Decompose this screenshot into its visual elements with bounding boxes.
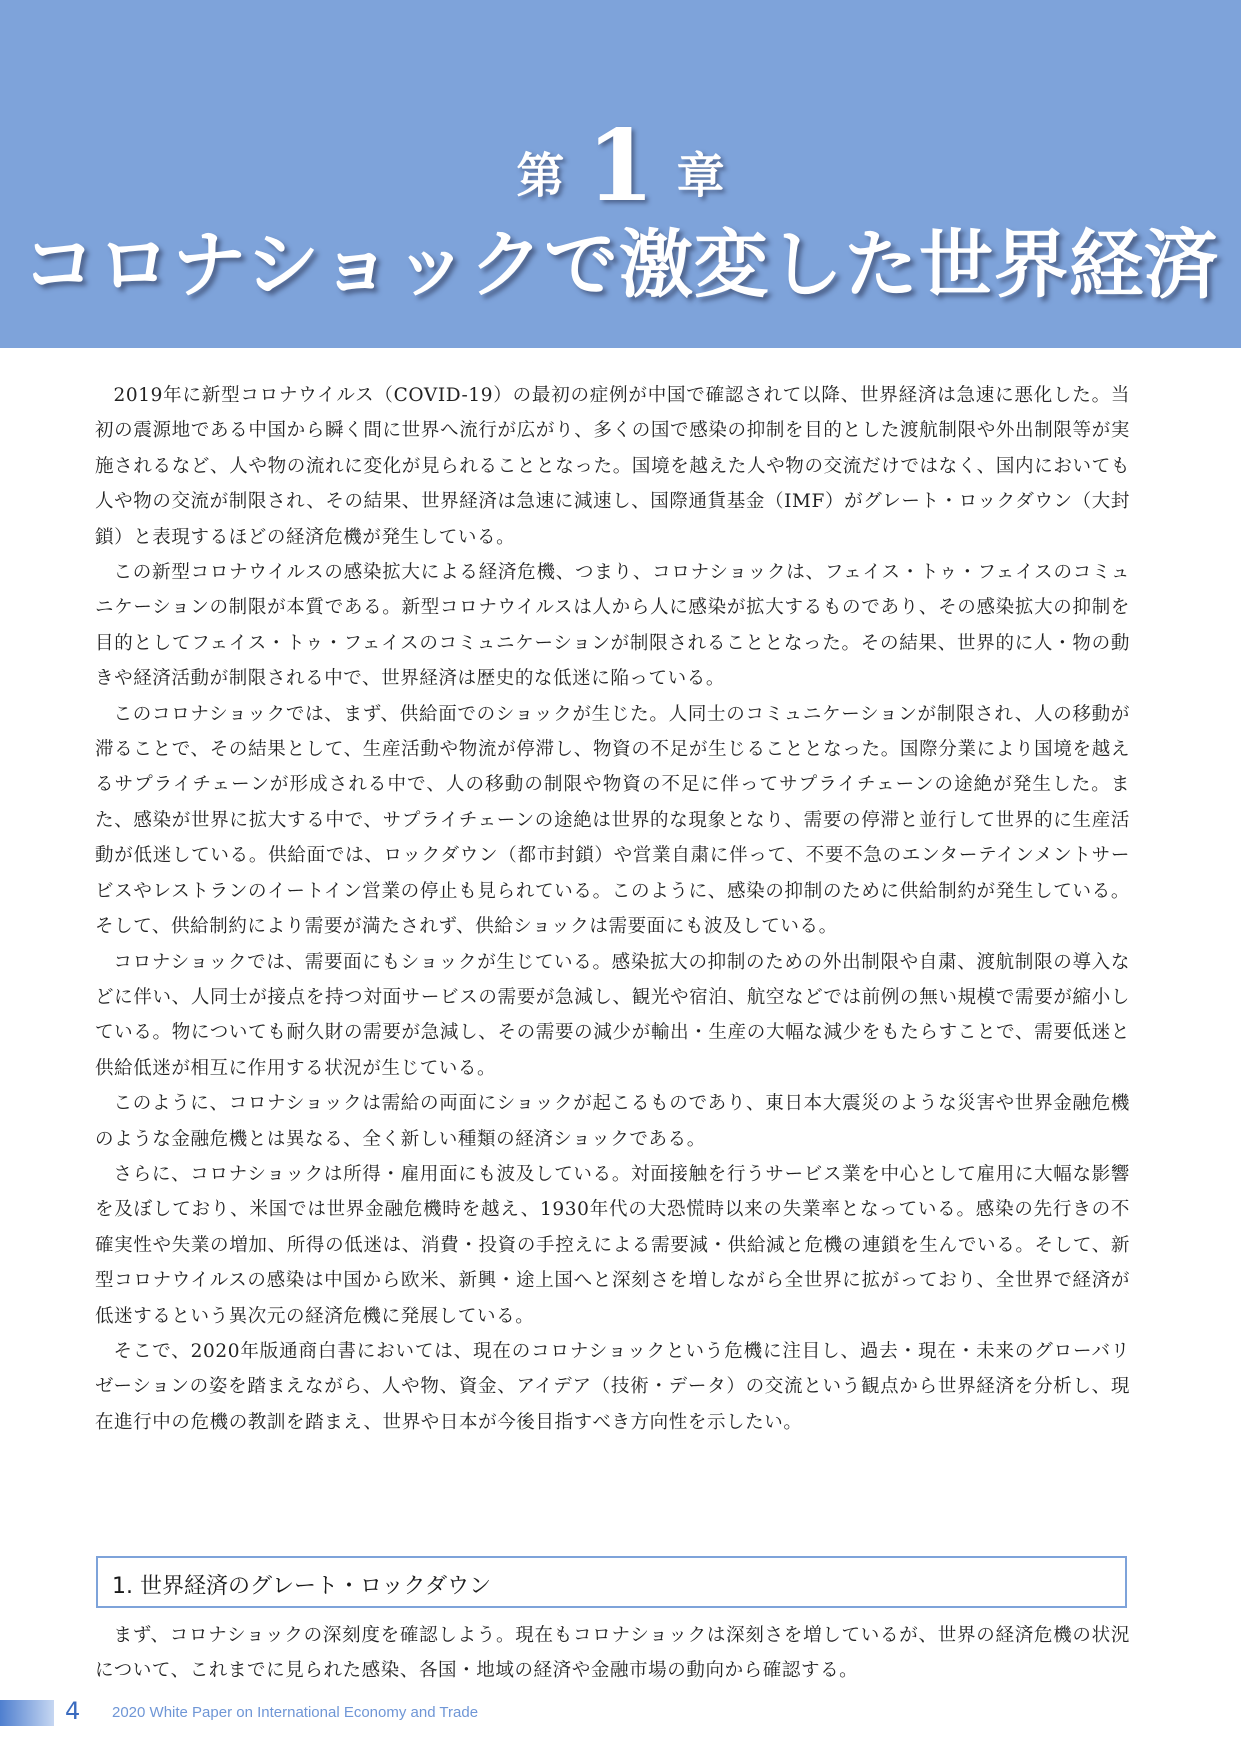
- chapter-suffix: 章: [676, 148, 725, 204]
- chapter-title: コロナショックで激変した世界経済: [21, 222, 1220, 308]
- section-heading-box: [96, 1556, 1127, 1608]
- chapter-label: [0, 109, 1241, 224]
- intro-paragraph-2: この新型コロナウイルスの感染拡大による経済危機、つまり、コロナショックは、フェイス・トゥ・フェイスのコミュニケーションの制限が本質である。新型コロナウイルスは人から人に感染が拡大するものであり、その感染拡大の抑制を目的としてフェイス・トゥ・フェイスのコミュニケーションが制限されることとなった。その結果、世界的に人・物の動きや経済活動が制限される中で、世界経済は歴史的な低迷に陥っている。: [95, 562, 1130, 690]
- chapter-banner: [0, 0, 1241, 348]
- footer-accent-bar: [0, 1700, 54, 1726]
- section-body: [95, 1618, 1130, 1689]
- intro-paragraph-4: コロナショックでは、需要面にもショックが生じている。感染拡大の抑制のための外出制限や自粛、渡航制限の導入などに伴い、人同士が接点を持つ対面サービスの需要が急減し、観光や宿泊、航空などでは前例の無い規模で需要が縮小している。物についても耐久財の需要が急減し、その需要の減少が輸出・生産の大幅な減少をもたらすことで、需要低迷と供給低迷が相互に作用する状況が生じている。: [95, 951, 1130, 1079]
- intro-paragraph-7: そこで、2020年版通商白書においては、現在のコロナショックという危機に注目し、過去・現在・未来のグローバリゼーションの姿を踏まえながら、人や物、資金、アイデア（技術・データ）の交流という観点から世界経済を分析し、現在進行中の危機の教訓を踏まえ、世界や日本が今後目指すべき方向性を示したい。: [95, 1340, 1130, 1433]
- chapter-prefix: 第: [516, 148, 565, 204]
- intro-paragraph-5: このように、コロナショックは需給の両面にショックが起こるものであり、東日本大震災のような災害や世界金融危機のような金融危機とは異なる、全く新しい種類の経済ショックである。: [95, 1093, 1130, 1150]
- intro-paragraph-3: このコロナショックでは、まず、供給面でのショックが生じた。人同士のコミュニケーションが制限され、人の移動が滞ることで、その結果として、生産活動や物流が停滞し、物資の不足が生じることとなった。国際分業により国境を越えるサプライチェーンが形成される中で、人の移動の制限や物資の不足に伴ってサプライチェーンの途絶が発生した。また、感染が世界に拡大する中で、サプライチェーンの途絶は世界的な現象となり、需要の停滞と並行して世界的に生産活動が低迷している。供給面では、ロックダウン（都市封鎖）や営業自粛に伴って、不要不急のエンターテインメントサービスやレストランのイートイン営業の停止も見られている。このように、感染の抑制のために供給制約が発生している。そして、供給制約により需要が満たされず、供給ショックは需要面にも波及している。: [95, 703, 1130, 938]
- section-paragraph: まず、コロナショックの深刻度を確認しよう。現在もコロナショックは深刻さを増しているが、世界の経済危機の状況について、これまでに見られた感染、各国・地域の経済や金融市場の動向から確認する。: [95, 1625, 1130, 1682]
- page-number: 4: [65, 1697, 81, 1725]
- intro-paragraph-6: さらに、コロナショックは所得・雇用面にも波及している。対面接触を行うサービス業を中心として雇用に大幅な影響を及ぼしており、米国では世界金融危機時を越え、1930年代の大恐慌時以来の失業率となっている。感染の先行きの不確実性や失業の増加、所得の低迷は、消費・投資の手控えによる需要減・供給減と危機の連鎖を生んでいる。そして、新型コロナウイルスの感染は中国から欧米、新興・途上国へと深刻さを増しながら全世界に拡がっており、全世界で経済が低迷するという異次元の経済危機に発展している。: [95, 1163, 1130, 1327]
- chapter-number: 1: [586, 109, 655, 224]
- intro-paragraph-1: 2019年に新型コロナウイルス（COVID-19）の最初の症例が中国で確認されて以降、世界経済は急速に悪化した。当初の震源地である中国から瞬く間に世界へ流行が広がり、多くの国で感染の抑制を目的とした渡航制限や外出制限等が実施されるなど、人や物の流れに変化が見られることとなった。国境を越えた人や物の交流だけではなく、国内においても人や物の交流が制限され、その結果、世界経済は急速に減速し、国際通貨基金（IMF）がグレート・ロックダウン（大封鎖）と表現するほどの経済危機が発生している。: [95, 385, 1130, 548]
- section-title: 1. 世界経済のグレート・ロックダウン: [112, 1574, 492, 1599]
- publication-title: 2020 White Paper on International Economy and Trade: [112, 1704, 479, 1721]
- chapter-intro: [95, 378, 1130, 1440]
